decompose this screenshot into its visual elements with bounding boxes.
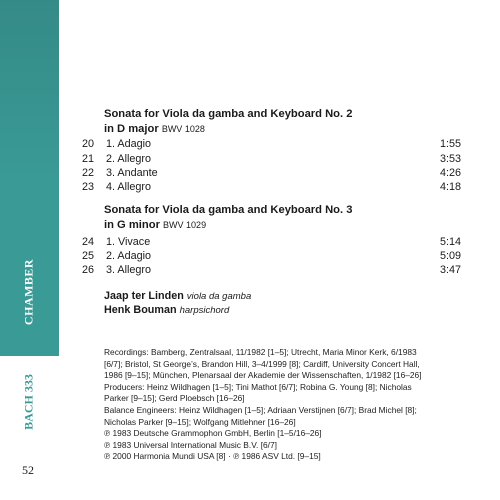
credits-block xyxy=(104,347,434,463)
track-duration: 5:14 xyxy=(439,236,461,248)
bwv-number: BWV 1028 xyxy=(161,124,205,134)
credits-phonogram-2: ℗ 1983 Universal International Music B.V. [6/7] xyxy=(104,439,277,450)
track-row xyxy=(70,235,461,249)
series-label: BACH 333 xyxy=(21,374,36,430)
track-row xyxy=(70,180,461,194)
track-title: 3. Allegro xyxy=(106,264,152,276)
credits-phonogram-3: ℗ 2000 Harmonia Mundi USA [8] · ℗ 1986 ASV Ltd. [9–15] xyxy=(104,451,321,462)
section-label: CHAMBER xyxy=(21,258,36,326)
sonata-title: Sonata for Viola da gamba and Keyboard No. 3 xyxy=(104,204,353,216)
page-number: 52 xyxy=(22,463,34,477)
track-duration: 3:47 xyxy=(439,264,461,276)
sonata-key: in G minor xyxy=(104,219,160,231)
credits-engineers: Balance Engineers: Heinz Wildhagen [1–5]; Adriaan Verstijnen [6/7]; Brad Michel [8]; Nicholas Parker [9–15]; Wolfgang Mitlehner [16–26] xyxy=(104,404,417,427)
track-title: 2. Adagio xyxy=(106,250,152,262)
performer-name: Henk Bouman xyxy=(104,304,177,316)
track-duration: 1:55 xyxy=(439,138,461,150)
track-duration: 4:26 xyxy=(439,167,461,179)
track-number: 22 xyxy=(81,167,94,179)
track-title: 1. Adagio xyxy=(106,138,152,150)
performer xyxy=(104,289,251,304)
track-number: 26 xyxy=(81,264,94,276)
track-number: 24 xyxy=(81,236,94,248)
performer xyxy=(104,303,229,318)
track-duration: 5:09 xyxy=(439,250,461,262)
track-duration: 3:53 xyxy=(439,153,461,165)
track-row xyxy=(70,137,461,151)
sonata-key-line xyxy=(104,122,205,136)
track-number: 23 xyxy=(81,181,94,193)
track-row xyxy=(70,152,461,166)
track-duration: 4:18 xyxy=(439,181,461,193)
track-number: 21 xyxy=(81,153,94,165)
track-row xyxy=(70,249,461,263)
sonata-title: Sonata for Viola da gamba and Keyboard No. 2 xyxy=(104,108,353,120)
bwv-number: BWV 1029 xyxy=(163,220,207,230)
performer-name: Jaap ter Linden xyxy=(104,290,184,302)
performer-instrument: harpsichord xyxy=(179,305,230,316)
track-title: 1. Vivace xyxy=(106,236,151,248)
performer-instrument: viola da gamba xyxy=(186,291,252,302)
track-number: 25 xyxy=(81,250,94,262)
track-title: 2. Allegro xyxy=(106,153,152,165)
credits-recordings: Recordings: Bamberg, Zentralsaal, 11/1982 [1–5]; Utrecht, Maria Minor Kerk, 6/1983 [6/7]; Bristol, St George’s, Brandon Hill, 3–4/1999 [8]; Cardiff, University Concert Hall, 1986 [9–15]; München, Plenarsaal der Akademie der Wissenschaften, 1/1982 [16–26] xyxy=(104,347,422,381)
track-title: 4. Allegro xyxy=(106,181,152,193)
track-row xyxy=(70,166,461,180)
track-row xyxy=(70,263,461,277)
sonata-key-line xyxy=(104,218,206,232)
track-number: 20 xyxy=(81,138,94,150)
track-title: 3. Andante xyxy=(106,167,158,179)
sonata-key: in D major xyxy=(104,123,159,135)
credits-producers: Producers: Heinz Wildhagen [1–5]; Tini Mathot [6/7]; Robina G. Young [8]; Nicholas Parker [9–15]; Gerd Ploebsch [16–26] xyxy=(104,381,412,404)
credits-phonogram-1: ℗ 1983 Deutsche Grammophon GmbH, Berlin [1–5/16–26] xyxy=(104,428,322,439)
